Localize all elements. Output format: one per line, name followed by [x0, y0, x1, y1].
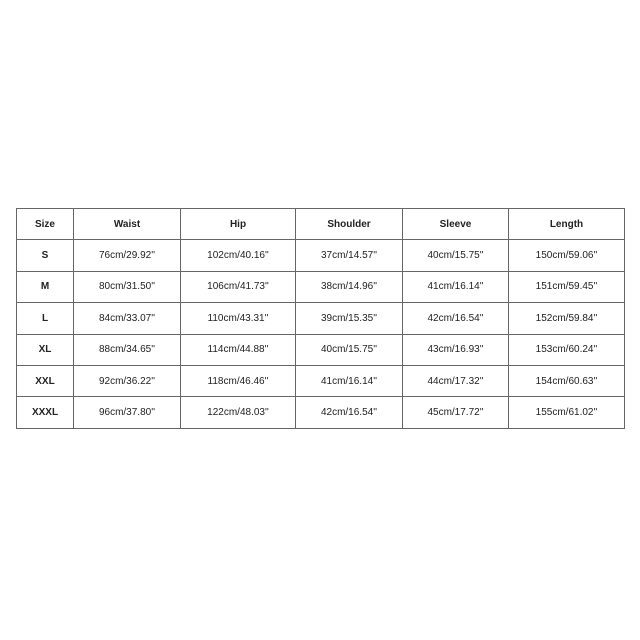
hip-cell: 122cm/48.03'' — [181, 397, 296, 428]
size-cell: XXL — [17, 365, 74, 396]
table-row — [17, 240, 625, 271]
hip-cell: 110cm/43.31'' — [181, 303, 296, 334]
size-cell: XL — [17, 334, 74, 365]
hip-cell: 106cm/41.73'' — [181, 271, 296, 302]
sleeve-cell: 44cm/17.32'' — [403, 365, 509, 396]
header-shoulder: Shoulder — [296, 209, 403, 240]
shoulder-cell: 37cm/14.57'' — [296, 240, 403, 271]
shoulder-cell: 42cm/16.54'' — [296, 397, 403, 428]
shoulder-cell: 41cm/16.14'' — [296, 365, 403, 396]
size-cell: M — [17, 271, 74, 302]
table-row — [17, 365, 625, 396]
length-cell: 154cm/60.63'' — [509, 365, 625, 396]
length-cell: 153cm/60.24'' — [509, 334, 625, 365]
length-cell: 155cm/61.02'' — [509, 397, 625, 428]
waist-cell: 80cm/31.50'' — [74, 271, 181, 302]
shoulder-cell: 38cm/14.96'' — [296, 271, 403, 302]
header-waist: Waist — [74, 209, 181, 240]
shoulder-cell: 40cm/15.75'' — [296, 334, 403, 365]
sleeve-cell: 42cm/16.54'' — [403, 303, 509, 334]
sleeve-cell: 43cm/16.93'' — [403, 334, 509, 365]
length-cell: 151cm/59.45'' — [509, 271, 625, 302]
table-row — [17, 397, 625, 428]
sleeve-cell: 45cm/17.72'' — [403, 397, 509, 428]
sleeve-cell: 40cm/15.75'' — [403, 240, 509, 271]
header-length: Length — [509, 209, 625, 240]
length-cell: 152cm/59.84'' — [509, 303, 625, 334]
waist-cell: 88cm/34.65'' — [74, 334, 181, 365]
waist-cell: 76cm/29.92'' — [74, 240, 181, 271]
header-row — [17, 209, 625, 240]
size-cell: XXXL — [17, 397, 74, 428]
table-row — [17, 334, 625, 365]
length-cell: 150cm/59.06'' — [509, 240, 625, 271]
sleeve-cell: 41cm/16.14'' — [403, 271, 509, 302]
table-row — [17, 303, 625, 334]
table-row — [17, 271, 625, 302]
waist-cell: 96cm/37.80'' — [74, 397, 181, 428]
header-sleeve: Sleeve — [403, 209, 509, 240]
hip-cell: 118cm/46.46'' — [181, 365, 296, 396]
size-cell: S — [17, 240, 74, 271]
waist-cell: 92cm/36.22'' — [74, 365, 181, 396]
hip-cell: 114cm/44.88'' — [181, 334, 296, 365]
waist-cell: 84cm/33.07'' — [74, 303, 181, 334]
hip-cell: 102cm/40.16'' — [181, 240, 296, 271]
shoulder-cell: 39cm/15.35'' — [296, 303, 403, 334]
header-hip: Hip — [181, 209, 296, 240]
header-size: Size — [17, 209, 74, 240]
size-chart-table — [16, 208, 625, 429]
size-cell: L — [17, 303, 74, 334]
